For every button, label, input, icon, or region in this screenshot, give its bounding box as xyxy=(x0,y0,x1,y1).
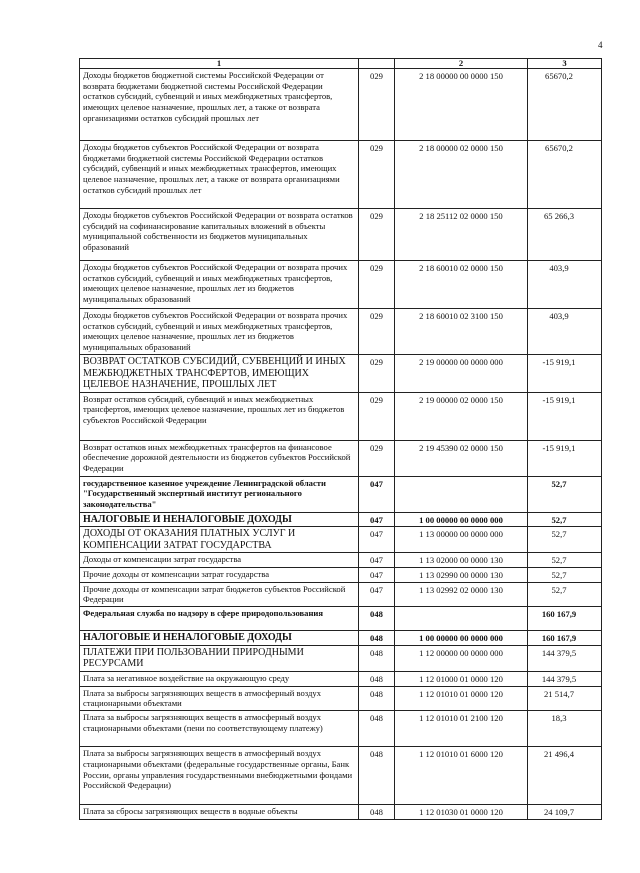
table-row xyxy=(80,209,602,261)
row-budget-code-cell: 1 00 00000 00 0000 000 xyxy=(395,631,528,646)
revenue-table xyxy=(79,58,602,820)
table-row xyxy=(80,631,602,646)
row-admin-code-cell: 029 xyxy=(359,209,395,261)
table-header-row xyxy=(80,59,602,69)
row-amount-cell: 52,7 xyxy=(528,567,602,582)
row-admin-code-cell: 029 xyxy=(359,261,395,309)
row-budget-code-cell: 2 19 00000 00 0000 000 xyxy=(395,355,528,393)
table-row xyxy=(80,141,602,209)
table-row xyxy=(80,567,602,582)
table-row xyxy=(80,440,602,476)
row-admin-code-cell: 048 xyxy=(359,711,395,747)
row-amount-cell: 144 379,5 xyxy=(528,645,602,671)
row-budget-code-cell: 1 12 01030 01 0000 120 xyxy=(395,805,528,820)
row-name-cell: ВОЗВРАТ ОСТАТКОВ СУБСИДИЙ, СУБВЕНЦИЙ И ИНЫХ МЕЖБЮДЖЕТНЫХ ТРАНСФЕРТОВ, ИМЕЮЩИХ ЦЕЛЕВОЕ НАЗНАЧЕНИЕ, ПРОШЛЫХ ЛЕТ xyxy=(80,355,359,393)
table-row xyxy=(80,645,602,671)
row-budget-code-cell xyxy=(395,607,528,631)
table-row xyxy=(80,512,602,527)
row-admin-code-cell: 029 xyxy=(359,440,395,476)
row-budget-code-cell: 1 12 01010 01 0000 120 xyxy=(395,686,528,710)
row-name-cell: Доходы бюджетов бюджетной системы Российской Федерации от возврата бюджетами бюджетной системы Российской Федерации остатков субсидий, субвенций и иных межбюджетных трансфертов, имеющих целевое назначение, прошлых лет, а также от возврата организациями остатков субсидий прошлых лет xyxy=(80,69,359,141)
row-budget-code-cell: 1 13 00000 00 0000 000 xyxy=(395,527,528,553)
row-budget-code-cell: 1 12 01000 01 0000 120 xyxy=(395,671,528,686)
table-row xyxy=(80,69,602,141)
row-admin-code-cell: 029 xyxy=(359,141,395,209)
row-budget-code-cell: 1 12 00000 00 0000 000 xyxy=(395,645,528,671)
row-name-cell: Доходы бюджетов субъектов Российской Федерации от возврата прочих остатков субсидий, субвенций и иных межбюджетных трансфертов, имеющих целевое назначение, прошлых лет из бюджетов муниципальных образований xyxy=(80,309,359,355)
table-row xyxy=(80,355,602,393)
row-name-cell: государственное казенное учреждение Ленинградской области "Государственный экспертный институт регионального законодательства" xyxy=(80,476,359,512)
table-row xyxy=(80,711,602,747)
row-amount-cell: 18,3 xyxy=(528,711,602,747)
row-name-cell: ПЛАТЕЖИ ПРИ ПОЛЬЗОВАНИИ ПРИРОДНЫМИ РЕСУРСАМИ xyxy=(80,645,359,671)
row-amount-cell: -15 919,1 xyxy=(528,440,602,476)
row-name-cell: Плата за выбросы загрязняющих веществ в атмосферный воздух стационарными объектами (федеральные государственные органы, Банк России, органы управления государственными внебюджетными фондами Российской Федерации) xyxy=(80,747,359,805)
row-admin-code-cell: 047 xyxy=(359,553,395,568)
table-row xyxy=(80,553,602,568)
row-amount-cell: -15 919,1 xyxy=(528,392,602,440)
row-name-cell: НАЛОГОВЫЕ И НЕНАЛОГОВЫЕ ДОХОДЫ xyxy=(80,512,359,527)
row-name-cell: Плата за выбросы загрязняющих веществ в атмосферный воздух стационарными объектами (пени по соответствующему платежу) xyxy=(80,711,359,747)
table-row xyxy=(80,261,602,309)
row-amount-cell: 65670,2 xyxy=(528,69,602,141)
row-amount-cell: 144 379,5 xyxy=(528,671,602,686)
row-admin-code-cell: 029 xyxy=(359,392,395,440)
row-amount-cell: -15 919,1 xyxy=(528,355,602,393)
row-budget-code-cell: 2 18 60010 02 0000 150 xyxy=(395,261,528,309)
row-admin-code-cell: 029 xyxy=(359,69,395,141)
table-row xyxy=(80,582,602,606)
row-amount-cell: 160 167,9 xyxy=(528,607,602,631)
row-budget-code-cell: 2 19 00000 02 0000 150 xyxy=(395,392,528,440)
header-col-3: 3 xyxy=(528,59,602,69)
row-admin-code-cell: 047 xyxy=(359,476,395,512)
row-budget-code-cell: 1 13 02990 00 0000 130 xyxy=(395,567,528,582)
row-amount-cell: 52,7 xyxy=(528,582,602,606)
row-name-cell: Плата за негативное воздействие на окружающую среду xyxy=(80,671,359,686)
row-amount-cell: 21 496,4 xyxy=(528,747,602,805)
row-admin-code-cell: 048 xyxy=(359,671,395,686)
row-budget-code-cell: 1 12 01010 01 2100 120 xyxy=(395,711,528,747)
row-name-cell: Доходы бюджетов субъектов Российской Федерации от возврата остатков субсидий на софинансирование капитальных вложений в объекты муниципальной собственности из бюджетов муниципальных образований xyxy=(80,209,359,261)
row-admin-code-cell: 048 xyxy=(359,607,395,631)
row-amount-cell: 160 167,9 xyxy=(528,631,602,646)
row-name-cell: ДОХОДЫ ОТ ОКАЗАНИЯ ПЛАТНЫХ УСЛУГ И КОМПЕНСАЦИИ ЗАТРАТ ГОСУДАРСТВА xyxy=(80,527,359,553)
table-row xyxy=(80,309,602,355)
row-name-cell: НАЛОГОВЫЕ И НЕНАЛОГОВЫЕ ДОХОДЫ xyxy=(80,631,359,646)
row-budget-code-cell: 1 13 02992 02 0000 130 xyxy=(395,582,528,606)
row-budget-code-cell: 2 18 60010 02 3100 150 xyxy=(395,309,528,355)
row-amount-cell: 52,7 xyxy=(528,476,602,512)
row-amount-cell: 65670,2 xyxy=(528,141,602,209)
table-row xyxy=(80,607,602,631)
row-admin-code-cell: 048 xyxy=(359,645,395,671)
row-name-cell: Плата за сбросы загрязняющих веществ в водные объекты xyxy=(80,805,359,820)
table-row xyxy=(80,527,602,553)
row-budget-code-cell: 2 18 00000 02 0000 150 xyxy=(395,141,528,209)
row-admin-code-cell: 047 xyxy=(359,512,395,527)
row-amount-cell: 21 514,7 xyxy=(528,686,602,710)
row-budget-code-cell: 2 18 25112 02 0000 150 xyxy=(395,209,528,261)
row-budget-code-cell: 1 00 00000 00 0000 000 xyxy=(395,512,528,527)
row-budget-code-cell: 2 18 00000 00 0000 150 xyxy=(395,69,528,141)
row-admin-code-cell: 048 xyxy=(359,747,395,805)
row-budget-code-cell xyxy=(395,476,528,512)
row-admin-code-cell: 048 xyxy=(359,686,395,710)
row-name-cell: Доходы от компенсации затрат государства xyxy=(80,553,359,568)
table-row xyxy=(80,476,602,512)
row-amount-cell: 52,7 xyxy=(528,512,602,527)
row-amount-cell: 24 109,7 xyxy=(528,805,602,820)
row-admin-code-cell: 047 xyxy=(359,567,395,582)
row-budget-code-cell: 1 12 01010 01 6000 120 xyxy=(395,747,528,805)
page-number: 4 xyxy=(598,40,603,50)
row-name-cell: Доходы бюджетов субъектов Российской Федерации от возврата прочих остатков субсидий, субвенций и иных межбюджетных трансфертов, имеющих целевое назначение, прошлых лет из бюджетов муниципальных образований xyxy=(80,261,359,309)
row-name-cell: Возврат остатков субсидий, субвенций и иных межбюджетных трансфертов, имеющих целевое назначение, прошлых лет из бюджетов субъектов Российской Федерации xyxy=(80,392,359,440)
row-name-cell: Плата за выбросы загрязняющих веществ в атмосферный воздух стационарными объектами xyxy=(80,686,359,710)
table-row xyxy=(80,805,602,820)
table-row xyxy=(80,392,602,440)
row-admin-code-cell: 047 xyxy=(359,527,395,553)
row-budget-code-cell: 2 19 45390 02 0000 150 xyxy=(395,440,528,476)
header-col-2: 2 xyxy=(395,59,528,69)
row-admin-code-cell: 048 xyxy=(359,631,395,646)
row-name-cell: Прочие доходы от компенсации затрат бюджетов субъектов Российской Федерации xyxy=(80,582,359,606)
row-name-cell: Возврат остатков иных межбюджетных трансфертов на финансовое обеспечение дорожной деятельности из бюджетов субъектов Российской Федерации xyxy=(80,440,359,476)
row-budget-code-cell: 1 13 02000 00 0000 130 xyxy=(395,553,528,568)
table-row xyxy=(80,747,602,805)
row-name-cell: Федеральная служба по надзору в сфере природопользования xyxy=(80,607,359,631)
row-admin-code-cell: 029 xyxy=(359,355,395,393)
row-amount-cell: 65 266,3 xyxy=(528,209,602,261)
header-col-1: 1 xyxy=(80,59,359,69)
table-row xyxy=(80,686,602,710)
row-admin-code-cell: 047 xyxy=(359,582,395,606)
row-name-cell: Прочие доходы от компенсации затрат государства xyxy=(80,567,359,582)
header-col-admin xyxy=(359,59,395,69)
row-admin-code-cell: 048 xyxy=(359,805,395,820)
row-amount-cell: 403,9 xyxy=(528,309,602,355)
table-row xyxy=(80,671,602,686)
row-amount-cell: 52,7 xyxy=(528,527,602,553)
row-amount-cell: 52,7 xyxy=(528,553,602,568)
row-name-cell: Доходы бюджетов субъектов Российской Федерации от возврата бюджетами бюджетной системы Российской Федерации остатков субсидий, субвенций и иных межбюджетных трансфертов, имеющих целевое назначение, прошлых лет, а также от возврата организациями остатков субсидий прошлых лет xyxy=(80,141,359,209)
row-amount-cell: 403,9 xyxy=(528,261,602,309)
row-admin-code-cell: 029 xyxy=(359,309,395,355)
